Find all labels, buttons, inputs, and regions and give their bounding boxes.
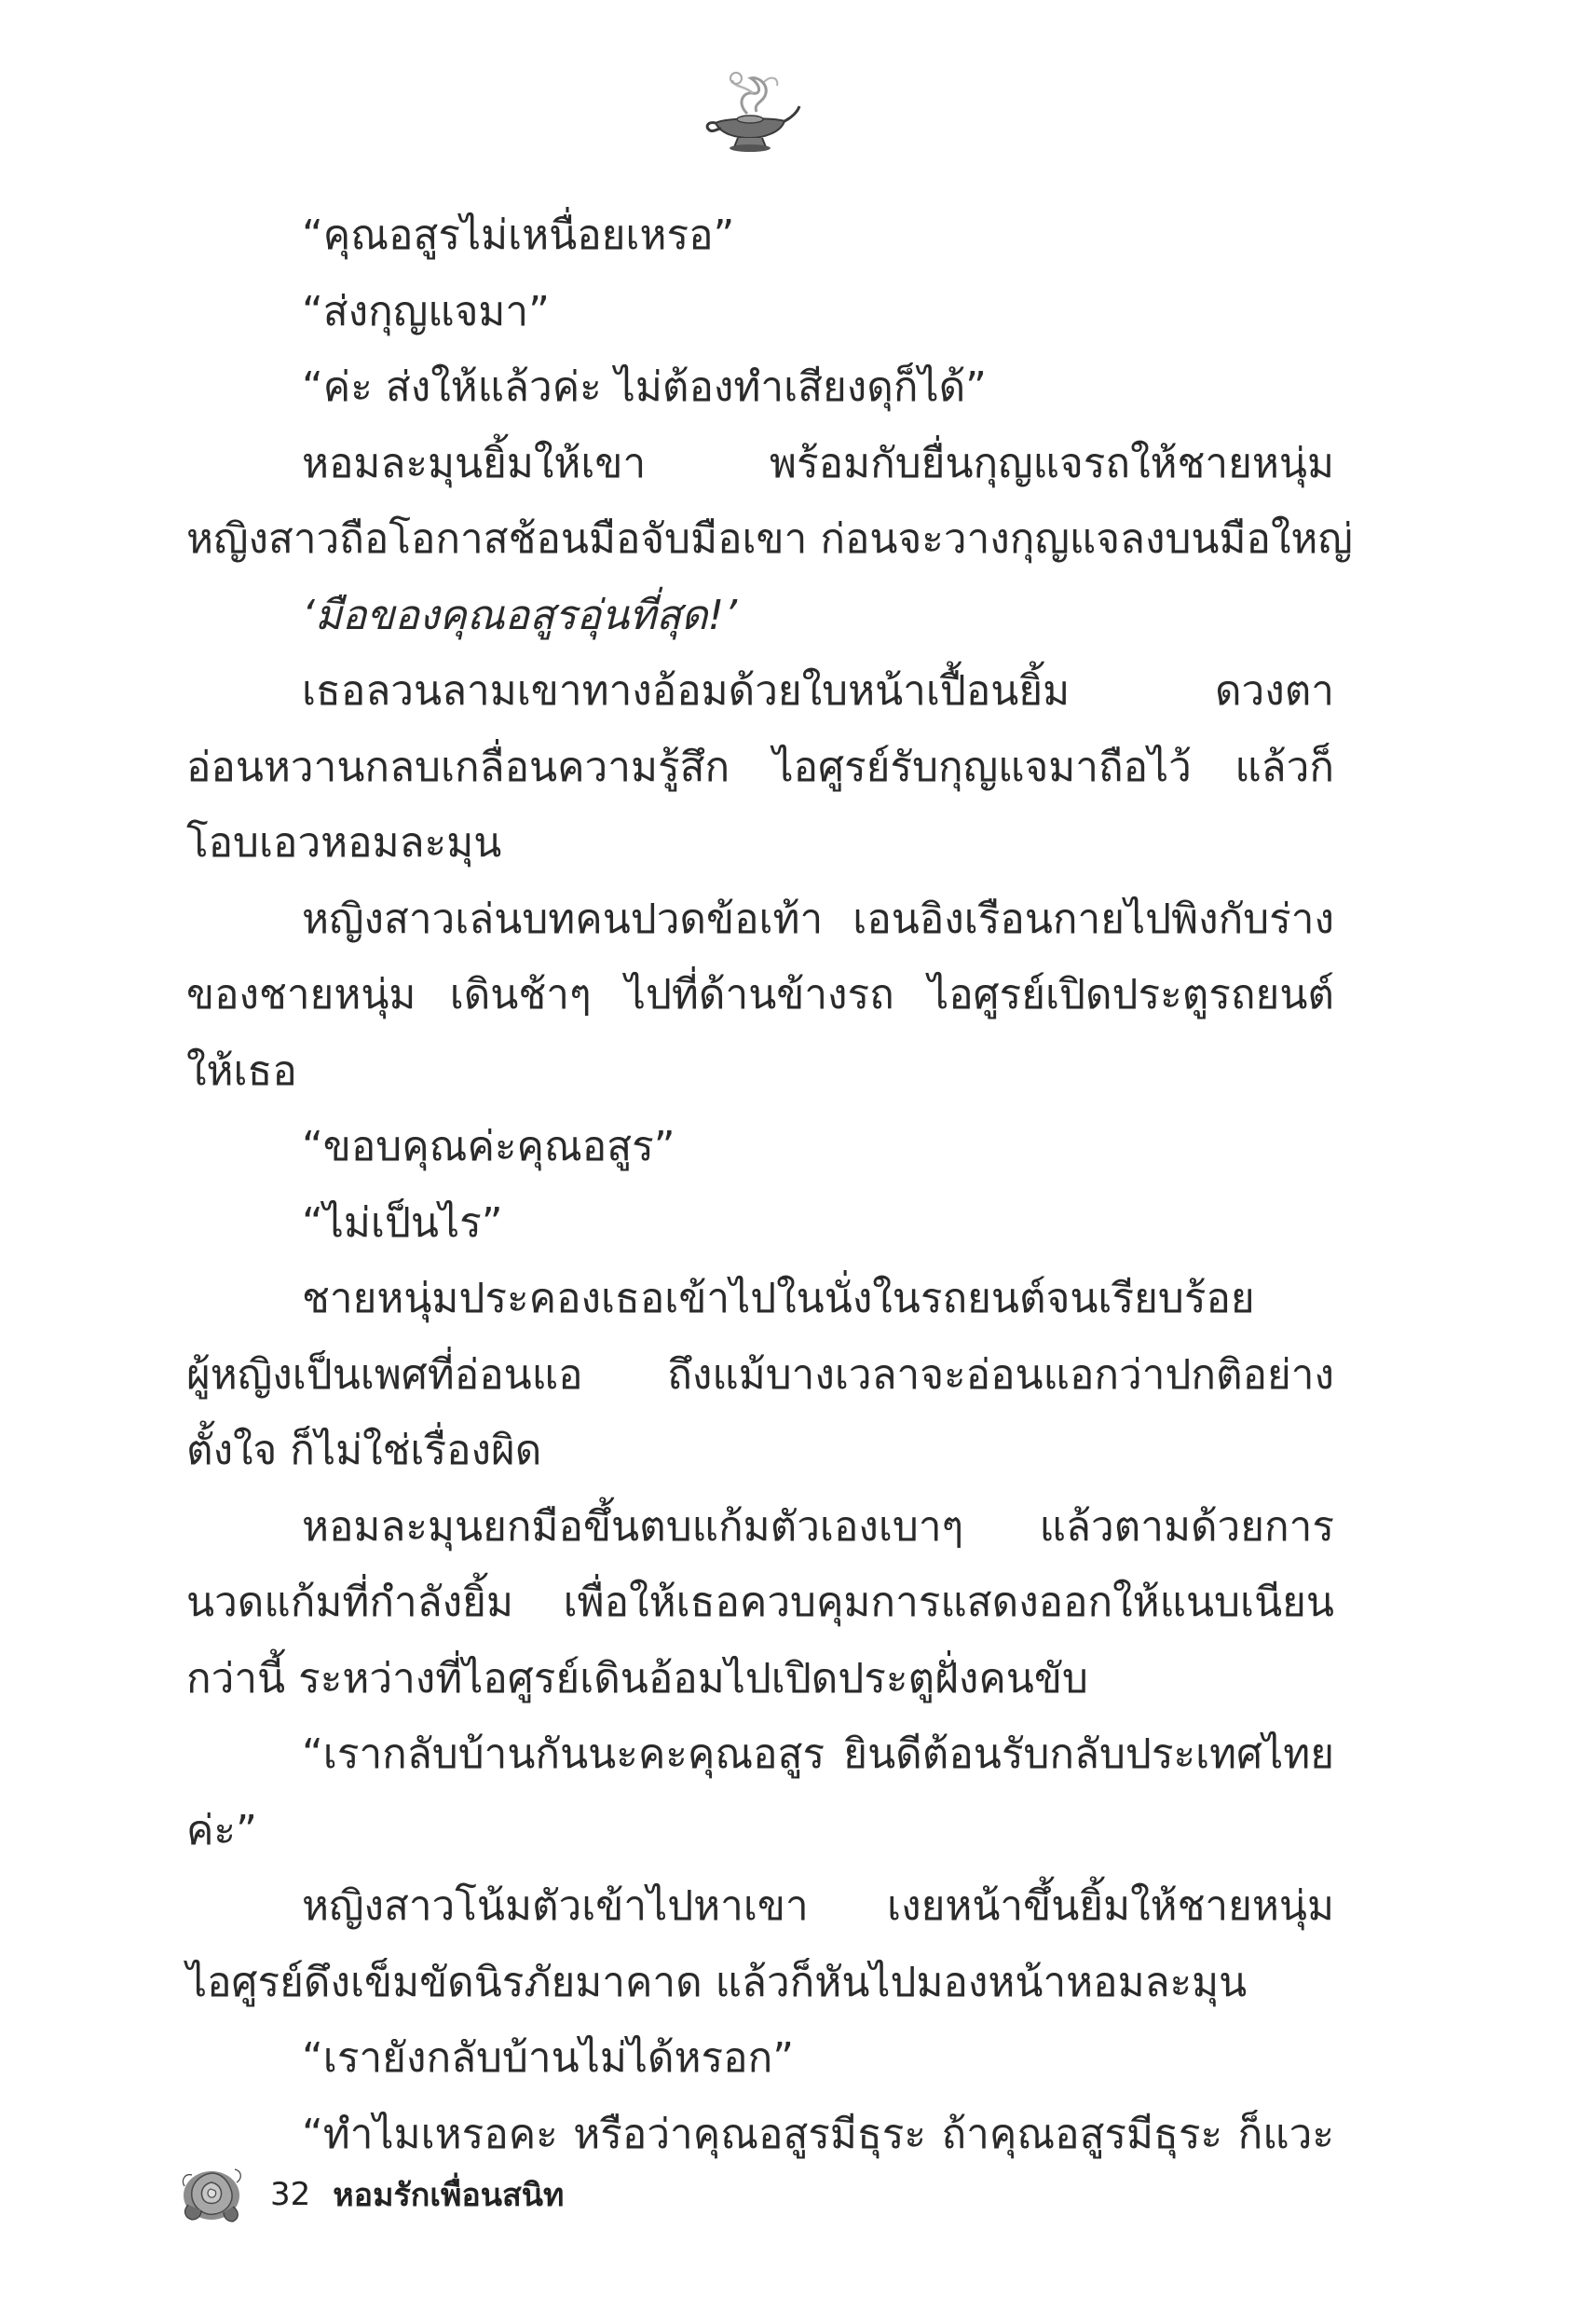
text-line: เธอลวนลามเขาทางอ้อมด้วยใบหน้าเปื้อนยิ้ม ดวงตา (302, 667, 1334, 715)
page-footer (179, 2162, 564, 2227)
text-line: อ่อนหวานกลบเกลื่อนความรู้สึก ไอศูรย์รับกุญแจมาถือไว้ แล้วก็ (186, 743, 1334, 791)
text-line: ‘มือของคุณอสูรอุ่นที่สุด!’ (302, 591, 738, 639)
text-line: “ส่งกุญแจมา” (302, 287, 550, 335)
body-text (186, 198, 1353, 2172)
text-line: โอบเอวหอมละมุน (186, 819, 502, 867)
genie-lamp-icon (699, 65, 801, 158)
text-line: ไอศูรย์ดึงเข็มขัดนิรภัยมาคาด แล้วก็หันไปมองหน้าหอมละมุน (186, 1958, 1248, 2006)
text-line: ชายหนุ่มประคองเธอเข้าไปในนั่งในรถยนต์จนเรียบร้อย (302, 1275, 1255, 1322)
text-line: หญิงสาวถือโอกาสช้อนมือจับมือเขา ก่อนจะวางกุญแจลงบนมือใหญ่ (186, 515, 1353, 563)
text-line: “คุณอสูรไม่เหนื่อยเหรอ” (302, 212, 735, 259)
text-line: หญิงสาวโน้มตัวเข้าไปหาเขา เงยหน้าขึ้นยิ้มให้ชายหนุ่ม (302, 1882, 1334, 1930)
text-line: “เรากลับบ้านกันนะคะคุณอสูร ยินดีต้อนรับกลับประเทศไทย (302, 1730, 1334, 1778)
text-line: “ทำไมเหรอคะ หรือว่าคุณอสูรมีธุระ ถ้าคุณอสูรมีธุระ ก็แวะ (302, 2110, 1334, 2158)
text-line: หอมละมุนยกมือขึ้นตบแก้มตัวเองเบาๆ แล้วตามด้วยการ (302, 1502, 1334, 1551)
text-line: หอมละมุนยิ้มให้เขา พร้อมกับยื่นกุญแจรถให้ชายหนุ่ม (302, 439, 1334, 487)
text-line: “ไม่เป็นไร” (302, 1198, 503, 1247)
text-line: นวดแก้มที่กำลังยิ้ม เพื่อให้เธอควบคุมการแสดงออกให้แนบเนียน (186, 1579, 1334, 1626)
text-line: “เรายังกลับบ้านไม่ได้หรอก” (302, 2034, 795, 2082)
text-line: “ค่ะ ส่งให้แล้วค่ะ ไม่ต้องทำเสียงดุก็ได้” (302, 363, 987, 411)
text-line: กว่านี้ ระหว่างที่ไอศูรย์เดินอ้อมไปเปิดประตูฝั่งคนขับ (186, 1654, 1088, 1702)
text-line: ค่ะ” (186, 1806, 257, 1854)
book-title: หอมรักเพื่อนสนิท (333, 2177, 565, 2214)
text-line: “ขอบคุณค่ะคุณอสูร” (302, 1123, 675, 1170)
text-line: ตั้งใจ ก็ไม่ใช่เรื่องผิด (186, 1427, 542, 1474)
text-line: ผู้หญิงเป็นเพศที่อ่อนแอ ถึงแม้บางเวลาจะอ่อนแอกว่าปกติอย่าง (186, 1350, 1334, 1399)
text-line: ของชายหนุ่ม เดินช้าๆ ไปที่ด้านข้างรถ ไอศูรย์เปิดประตูรถยนต์ (186, 971, 1334, 1019)
rose-icon (179, 2164, 244, 2225)
text-line: หญิงสาวเล่นบทคนปวดข้อเท้า เอนอิงเรือนกายไปพิงกับร่าง (302, 895, 1334, 943)
text-line: ให้เธอ (186, 1046, 297, 1095)
page-number: 32 (270, 2176, 311, 2213)
